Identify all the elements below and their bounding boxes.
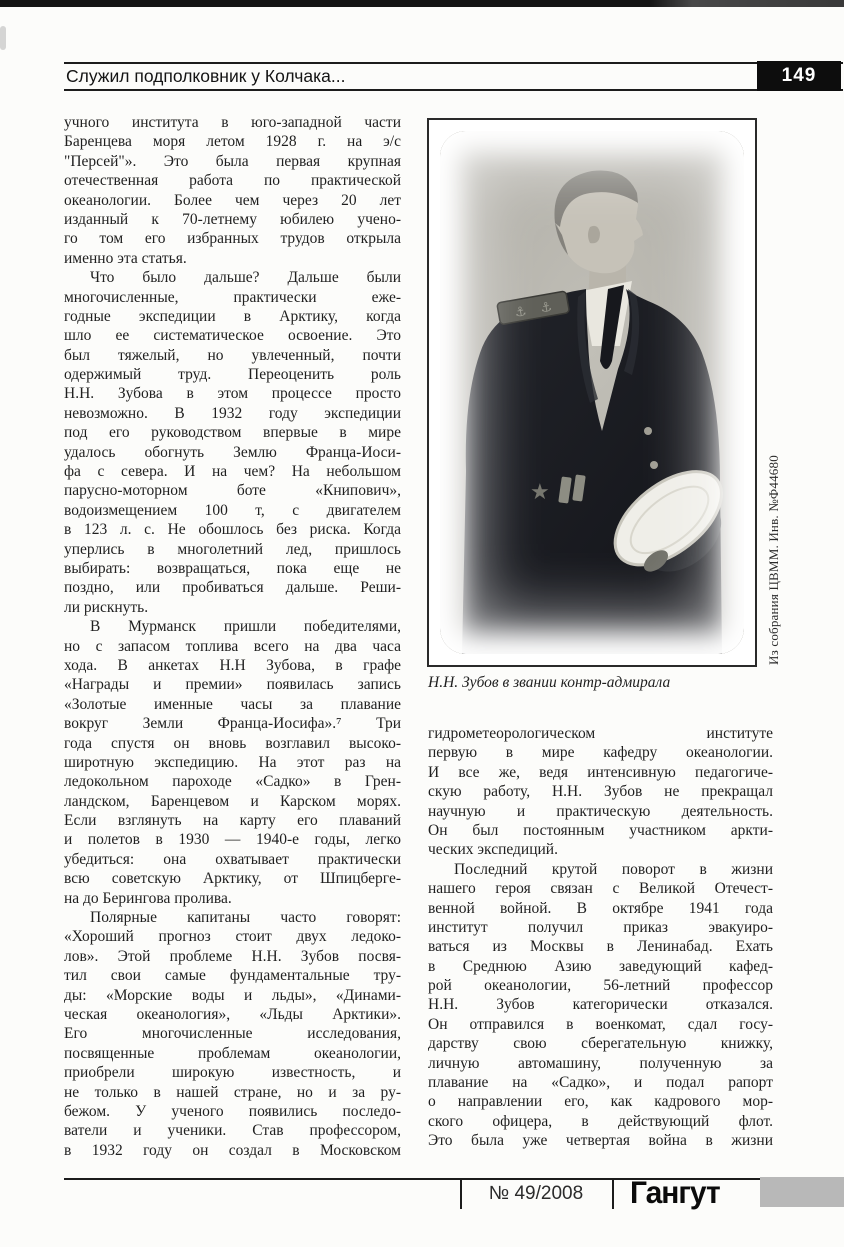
text-line: отечественная работа по практической xyxy=(64,172,401,190)
text-line: личную автомашину, полученную за xyxy=(428,1054,773,1072)
text-line: посвященные проблемам океанологии, xyxy=(64,1044,401,1062)
text-line: но с запасом топлива всего на два часа xyxy=(64,637,401,655)
text-line: удалось обогнуть Землю Франца-Иоси- xyxy=(64,443,401,461)
text-line: Н.Н. Зубов категорически отказался. xyxy=(428,996,773,1014)
text-line: Он был постоянным участником аркти- xyxy=(428,821,773,839)
text-line: Н.Н. Зубова в этом процессе просто xyxy=(64,385,401,403)
text-line: в 123 л. с. Не обошлось без риска. Когда xyxy=(64,521,401,539)
text-line: рой океанологии, 56-летний профессор xyxy=(428,977,773,995)
text-line: под его руководством впервые в мире xyxy=(64,424,401,442)
text-line: многочисленные, практически еже- xyxy=(64,288,401,306)
text-line: именно эта статья. xyxy=(64,249,187,267)
text-line: был тяжелый, но увлеченный, почти xyxy=(64,346,401,364)
left-column xyxy=(64,113,401,1160)
text-line: не только в нашей стране, но и за ру- xyxy=(64,1083,401,1101)
text-line: тил свои самые фундаментальные тру- xyxy=(64,967,401,985)
text-line: года спустя он вновь возглавил высоко- xyxy=(64,734,401,752)
text-line: на до Берингова пролива. xyxy=(64,889,232,907)
text-line: Если взглянуть на карту его плаваний xyxy=(64,812,401,830)
text-line: приобрели широкую известность, и xyxy=(64,1064,401,1082)
photo-credit-vertical: Из собрания ЦВММ. Инв. №Ф44680 xyxy=(766,455,781,665)
svg-text:⚓: ⚓ xyxy=(539,299,554,317)
footer-gray-block xyxy=(760,1177,844,1207)
text-line: Последний крутой поворот в жизни xyxy=(454,860,773,878)
text-line: «Хороший прогноз стоит двух ледоко- xyxy=(64,928,401,946)
text-line: широтную экспедицию. На этот раз на xyxy=(64,753,401,771)
text-line: хода. В анкетах Н.Н Зубова, в графе xyxy=(64,656,401,674)
portrait-illustration xyxy=(440,131,744,654)
text-line: в Среднюю Азию заведующий кафед- xyxy=(428,957,773,975)
text-line: институт получил приказ эвакуиро- xyxy=(428,918,773,936)
scan-edge-bar xyxy=(0,0,844,7)
text-line: ческих экспедиций. xyxy=(428,841,558,859)
running-header-title: Служил подполковник у Колчака... xyxy=(66,66,346,86)
text-line: изданный к 70-летнему юбилею учено- xyxy=(64,210,401,228)
text-line: первую в мире кафедру океанологии. xyxy=(428,744,773,762)
header-rule-bottom xyxy=(64,89,843,91)
text-line: научную и практическую деятельность. xyxy=(428,802,773,820)
text-line: «Золотые именные часы за плавание xyxy=(64,695,401,713)
text-line: ландском, Баренцевом и Карском морях. xyxy=(64,792,401,810)
text-line: Он отправился в военкомат, сдал госу- xyxy=(428,1015,773,1033)
scan-smudge xyxy=(0,26,6,50)
text-line: скую работу, Н.Н. Зубов не прекращал xyxy=(428,783,773,801)
text-line: невозможно. В 1932 году экспедиции xyxy=(64,404,401,422)
text-line: шло ее систематическое освоение. Это xyxy=(64,327,401,345)
text-line: «Награды и премии» появилась запись xyxy=(64,676,401,694)
page-number-badge: 149 xyxy=(757,61,841,91)
footer-issue-number: № 49/2008 xyxy=(488,1183,584,1204)
text-line: Полярные капитаны часто говорят: xyxy=(90,909,401,927)
magazine-logo: Гангут xyxy=(630,1175,720,1211)
footer-separator-right xyxy=(612,1178,614,1209)
svg-text:★: ★ xyxy=(530,480,550,505)
text-line: Это была уже четвертая война в жизни xyxy=(428,1132,773,1150)
text-line: всю советскую Арктику, от Шпицберге- xyxy=(64,870,401,888)
text-line: "Персей"». Это была первая крупная xyxy=(64,152,401,170)
text-line: Что было дальше? Дальше были xyxy=(90,269,401,287)
text-line: И все же, ведя интенсивную педагогиче- xyxy=(428,763,773,781)
text-line: в 1932 году он создал в Московском xyxy=(64,1141,401,1159)
text-line: ческая океанология», «Льды Арктики». xyxy=(64,1005,401,1023)
photo-caption: Н.Н. Зубов в звании контр-адмирала xyxy=(428,674,671,691)
right-column xyxy=(428,724,773,1151)
text-line: го том его избранных трудов открыла xyxy=(64,230,401,248)
text-line: парусно-моторном боте «Книпович», xyxy=(64,482,401,500)
text-line: В Мурманск пришли победителями, xyxy=(90,618,401,636)
text-line: дарству свою сберегательную книжку, xyxy=(428,1035,773,1053)
text-line: уперлись в многолетний лед, пришлось xyxy=(64,540,401,558)
text-line: фа с севера. И на чем? На небольшом xyxy=(64,463,401,481)
text-line: водоизмещением 100 т, с двигателем xyxy=(64,501,401,519)
text-line: бежом. У ученого появились последо- xyxy=(64,1102,401,1120)
text-line: одержимый труд. Переоценить роль xyxy=(64,366,401,384)
text-line: лов». Этой проблеме Н.Н. Зубов посвя- xyxy=(64,947,401,965)
text-line: ли рискнуть. xyxy=(64,598,149,616)
text-line: нашего героя связан с Великой Отечест- xyxy=(428,880,773,898)
text-line: о направлении его, как кадрового мор- xyxy=(428,1093,773,1111)
text-line: плавание на «Садко», и подал рапорт xyxy=(428,1074,773,1092)
text-line: Его многочисленные исследования, xyxy=(64,1025,401,1043)
svg-text:⚓: ⚓ xyxy=(513,304,528,321)
text-line: убедиться: она охватывает практически xyxy=(64,850,401,868)
text-line: ского офицера, в действующий флот. xyxy=(428,1112,773,1130)
text-line: Баренцева моря летом 1928 г. на э/с xyxy=(64,133,401,151)
text-line: выбирать: возвращаться, пока еще не xyxy=(64,559,401,577)
text-line: ледокольном пароходе «Садко» в Грен- xyxy=(64,773,401,791)
text-line: годные экспедиции в Арктику, когда xyxy=(64,307,401,325)
text-line: венной войной. В октябре 1941 года xyxy=(428,899,773,917)
text-line: и полетов в 1930 — 1940-е годы, легко xyxy=(64,831,401,849)
footer-rule-thin xyxy=(64,1178,844,1180)
text-line: учного института в юго-западной части xyxy=(64,114,401,131)
photo-frame xyxy=(427,118,757,667)
text-line: ды: «Морские воды и льды», «Динами- xyxy=(64,986,401,1004)
text-line: поздно, или пробиваться дальше. Реши- xyxy=(64,579,401,597)
text-line: ваться из Москвы в Ленинабад. Ехать xyxy=(428,938,773,956)
portrait-photo xyxy=(440,131,744,654)
text-line: ватели и ученики. Став профессором, xyxy=(64,1122,401,1140)
text-line: вокруг Земли Франца-Иосифа».⁷ Три xyxy=(64,715,401,733)
text-line: океанологии. Более чем через 20 лет xyxy=(64,191,401,209)
text-line: гидрометеорологическом институте xyxy=(428,725,773,742)
